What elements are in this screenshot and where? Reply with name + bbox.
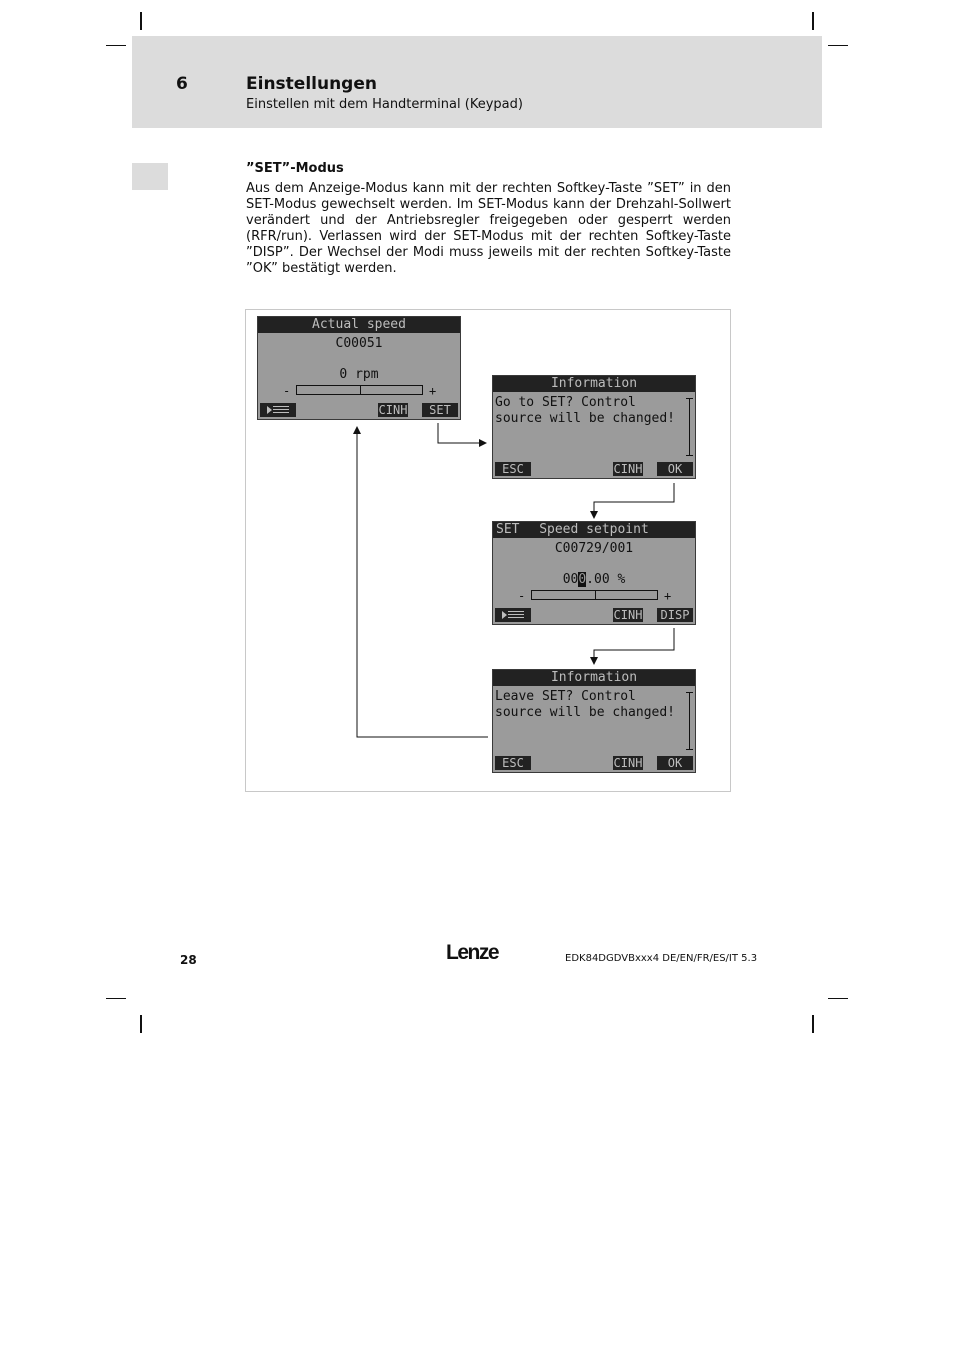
bar-plus: + [664, 589, 672, 603]
screen-code: C00051 [335, 336, 383, 351]
screen-mode: SET [496, 522, 520, 537]
softkey-menu [260, 403, 296, 417]
softkey-esc: ESC [495, 462, 531, 476]
screen-value [493, 572, 695, 587]
brand-logo: Lenze [446, 941, 499, 964]
arrow-disp-to-info [594, 628, 674, 664]
softkey-cinh: CINH [613, 756, 643, 770]
screen-titlebar [493, 522, 695, 538]
screen-code: C00729/001 [554, 541, 634, 556]
screen-title: Information [493, 670, 695, 686]
screen-message-line2: source will be changed! [495, 705, 676, 720]
chapter-subtitle: Einstellen mit dem Handterminal (Keypad) [246, 97, 523, 112]
chapter-number: 6 [176, 74, 188, 94]
softkey-cinh: CINH [613, 608, 643, 622]
bar-plus: + [429, 384, 437, 398]
softkey-cinh: CINH [378, 403, 408, 417]
arrow-set-to-info [438, 423, 486, 443]
screen-title: Actual speed [258, 317, 460, 333]
keypad-screen-set [492, 521, 696, 625]
menu-icon [267, 405, 289, 415]
chapter-title: Einstellungen [246, 74, 377, 94]
keypad-screen-info-enter [492, 375, 696, 479]
arrow-back-to-display [357, 427, 488, 737]
scrollbar [689, 398, 690, 456]
section-body: Aus dem Anzeige-Modus kann mit der rechten Softkey-Taste ”SET” in den SET-Modus gewechselt werden. Im SET-Modus kann der Drehzahl-Sollwert verändert und der Antriebsregler freigegeben oder gesperrt werden (RFR/run). Verlassen wird der SET-Modus mit der rechten Softkey-Taste ”DISP”. Der Wechsel der Modi muss jeweils mit der rechten Softkey-Taste ”OK” bestätigt werden. [246, 181, 731, 276]
section-title: ”SET”-Modus [246, 161, 344, 176]
keypad-screen-display [257, 316, 461, 420]
softkey-disp: DISP [657, 608, 693, 622]
menu-icon [502, 610, 524, 620]
scrollbar [689, 692, 690, 750]
value-cursor: 0 [578, 572, 587, 587]
softkey-menu [495, 608, 531, 622]
speed-bar [296, 385, 423, 395]
screen-message-line1: Go to SET? Control [495, 395, 636, 410]
screen-title: Information [493, 376, 695, 392]
keypad-screen-info-leave [492, 669, 696, 773]
screen-message-line2: source will be changed! [495, 411, 676, 426]
value-post: .00 % [586, 572, 626, 587]
softkey-esc: ESC [495, 756, 531, 770]
screen-value: 0 rpm [339, 367, 379, 382]
document-code: EDK84DGDVBxxx4 DE/EN/FR/ES/IT 5.3 [565, 953, 758, 964]
page-number: 28 [180, 953, 197, 967]
arrow-info-to-set [594, 483, 674, 518]
softkey-cinh: CINH [613, 462, 643, 476]
setpoint-bar [531, 590, 658, 600]
bar-minus: - [283, 384, 291, 398]
softkey-set: SET [422, 403, 458, 417]
softkey-ok: OK [657, 756, 693, 770]
screen-title: Speed setpoint [539, 522, 649, 537]
value-pre: 00 [562, 572, 579, 587]
bar-minus: - [518, 589, 526, 603]
screen-message-line1: Leave SET? Control [495, 689, 636, 704]
softkey-ok: OK [657, 462, 693, 476]
